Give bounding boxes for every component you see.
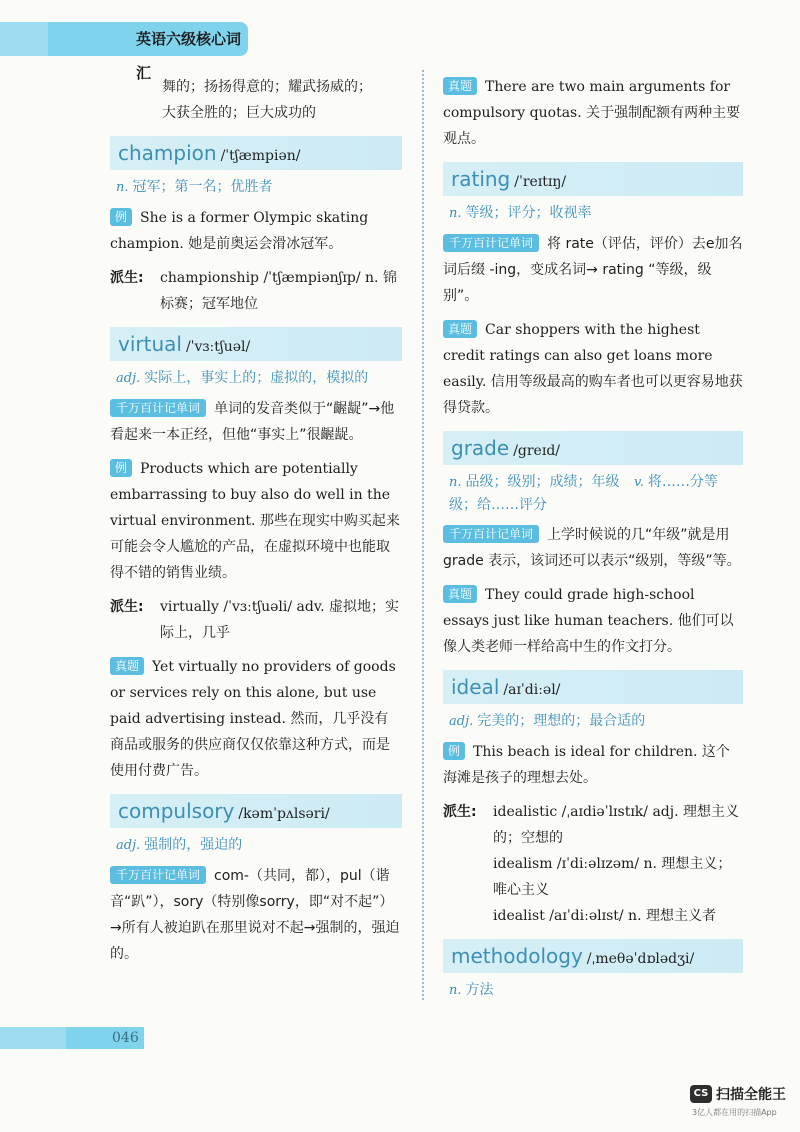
entry-head-compulsory: [110, 794, 402, 828]
memory-tag: 千万百计记单词: [110, 399, 206, 417]
part-of-speech: adj.: [116, 371, 141, 386]
memory-text: com-（共同，都），pul（谐音“趴”），sory（特别像sorry，即“对不起”）→所有人被迫趴在那里说对不起→强制的，强迫的。: [110, 868, 400, 962]
definition-text: 实际上，事实上的；虚拟的，模拟的: [144, 370, 369, 386]
part-of-speech: n.: [449, 983, 462, 998]
derive-label: 派生:: [443, 804, 477, 820]
definition-text: 完美的；理想的；最合适的: [477, 713, 646, 729]
column-divider: [422, 70, 424, 1000]
example: [110, 205, 402, 257]
exam-text: They could grade high-school essays just like human teachers. 他们可以像人类老师一样给高中生的作文打分。: [443, 587, 734, 655]
memory-tip: [110, 396, 402, 448]
entry-head-champion: [110, 136, 402, 170]
definition-text: 等级；评分；收视率: [465, 205, 592, 221]
exam-sentence: [443, 317, 743, 421]
derive: [443, 851, 743, 903]
exam-tag: 真题: [443, 77, 477, 95]
derive-text-2: idealism /ɪˈdiːəlɪzəm/ n. 理想主义；唯心主义: [493, 856, 732, 898]
derive-text: virtually /ˈvɜːtʃuəli/ adv. 虚拟地；实际上，几乎: [160, 599, 400, 641]
example-tag: 例: [110, 208, 132, 226]
entry-head-methodology: [443, 939, 743, 973]
example-text: She is a former Olympic skating champion. 她是前奥运会滑冰冠军。: [110, 210, 369, 252]
right-column: [443, 74, 743, 1008]
exam-tag: 真题: [443, 585, 477, 603]
scanner-watermark: [690, 1084, 786, 1104]
page-number: 046: [66, 1027, 144, 1049]
definition: [116, 176, 402, 199]
headword: compulsory: [118, 799, 235, 823]
headword: champion: [118, 141, 217, 165]
entry-head-ideal: [443, 670, 743, 704]
derive: [443, 903, 743, 929]
phonetic: /ˈvɜːtʃuəl/: [185, 339, 251, 355]
derive-label: 派生:: [110, 270, 144, 286]
derive: [110, 265, 402, 317]
phonetic: /greɪd/: [513, 443, 560, 459]
example: [110, 456, 402, 586]
memory-text: 将 rate（评估，评价）去e加名词后缀 -ing，变成名词→ rating “等级，级别”。: [443, 236, 743, 304]
derive-spacer: [443, 903, 493, 929]
example-text: Products which are potentially embarrassing to buy also do well in the virtual environment. 那些在现实中购买起来可能会令人尴尬的产品，在虚拟环境中也能取得不错的销售业绩。: [110, 461, 400, 581]
entry-head-grade: [443, 431, 743, 465]
derive-text: championship /ˈtʃæmpiənʃɪp/ n. 锦标赛；冠军地位: [160, 270, 397, 312]
exam-tag: 真题: [443, 320, 477, 338]
exam-text: Yet virtually no providers of goods or services rely on this alone, but use paid advertising instead. 然而，几乎没有商品或服务的供应商仅仅依靠这种方式，而是使用付费广告。: [110, 659, 396, 779]
phonetic: /kəmˈpʌlsəri/: [238, 806, 330, 822]
phonetic: /ˌmeθəˈdɒlədʒi/: [586, 951, 695, 967]
part-of-speech: n.: [449, 206, 462, 221]
memory-text: 单词的发音类似于“齷龊”→他看起来一本正经，但他“事实上”很齷龊。: [110, 401, 395, 443]
memory-tip: [110, 863, 402, 967]
memory-tag: 千万百计记单词: [110, 866, 206, 884]
headword: methodology: [451, 944, 583, 968]
entry-head-rating: [443, 162, 743, 196]
headword: grade: [451, 436, 510, 460]
example-tag: 例: [443, 742, 465, 760]
part-of-speech: n.: [449, 475, 462, 490]
part-of-speech: n.: [116, 180, 129, 195]
exam-sentence: [110, 654, 402, 784]
memory-tag: 千万百计记单词: [443, 234, 539, 252]
watermark-subtitle: 3亿人都在用的扫描App: [692, 1108, 777, 1117]
header-title: 英语六级核心词汇: [136, 30, 242, 82]
definition-text: 品级；级别；成绩；年级: [465, 474, 620, 490]
headword: ideal: [451, 675, 500, 699]
memory-text: 上学时候说的几“年级”就是用 grade 表示，该词还可以表示“级别，等级”等。: [443, 527, 741, 569]
page-number-band: [0, 1027, 66, 1049]
part-of-speech-2: v.: [633, 475, 644, 490]
example-tag: 例: [110, 459, 132, 477]
definition: [449, 471, 743, 516]
phonetic: /ˈreɪtɪŋ/: [514, 174, 567, 190]
left-column: [110, 74, 402, 975]
exam-text: Car shoppers with the highest credit ratings can also get loans more easily. 信用等级最高的购车者也可以更容易地获得贷款。: [443, 322, 743, 416]
example-text: This beach is ideal for children. 这个海滩是孩子的理想去处。: [443, 744, 730, 786]
memory-tip: [443, 231, 743, 309]
definition: [449, 710, 743, 733]
exam-sentence: [443, 582, 743, 660]
memory-tip: [443, 522, 743, 574]
watermark-name: 扫描全能王: [716, 1087, 786, 1103]
headword: rating: [451, 167, 511, 191]
exam-sentence: [443, 74, 743, 152]
derive: [110, 594, 402, 646]
entry-head-virtual: [110, 327, 402, 361]
intro-line-1: 舞的；扬扬得意的；耀武扬威的；: [162, 79, 372, 95]
phonetic: /aɪˈdiːəl/: [503, 682, 561, 698]
definition-text: 冠军；第一名；优胜者: [132, 179, 273, 195]
exam-tag: 真题: [110, 657, 144, 675]
derive-spacer: [443, 851, 493, 903]
definition: [116, 834, 402, 857]
part-of-speech: adj.: [116, 838, 141, 853]
memory-tag: 千万百计记单词: [443, 525, 539, 543]
derive-text-1: idealistic /ˌaɪdiəˈlɪstɪk/ adj. 理想主义的；空想的: [493, 804, 740, 846]
derive-text-3: idealist /aɪˈdiːəlɪst/ n. 理想主义者: [493, 908, 716, 924]
phonetic: /ˈtʃæmpiən/: [220, 148, 301, 164]
exam-text: There are two main arguments for compulsory quotas. 关于强制配额有两种主要观点。: [443, 79, 741, 147]
part-of-speech: adj.: [449, 714, 474, 729]
intro-line-2: 大获全胜的；巨大成功的: [162, 105, 316, 121]
definition-text: 方法: [465, 982, 494, 998]
definition: [449, 202, 743, 225]
definition-text: 强制的，强迫的: [144, 837, 243, 853]
derive-label: 派生:: [110, 599, 144, 615]
cs-logo-icon: CS: [690, 1085, 712, 1103]
example: [443, 739, 743, 791]
definition: [449, 979, 743, 1002]
definition-text-2: 将……分等级；给……评分: [449, 474, 718, 513]
headword: virtual: [118, 332, 182, 356]
derive: [443, 799, 743, 851]
definition: [116, 367, 402, 390]
header-band: [48, 22, 248, 82]
